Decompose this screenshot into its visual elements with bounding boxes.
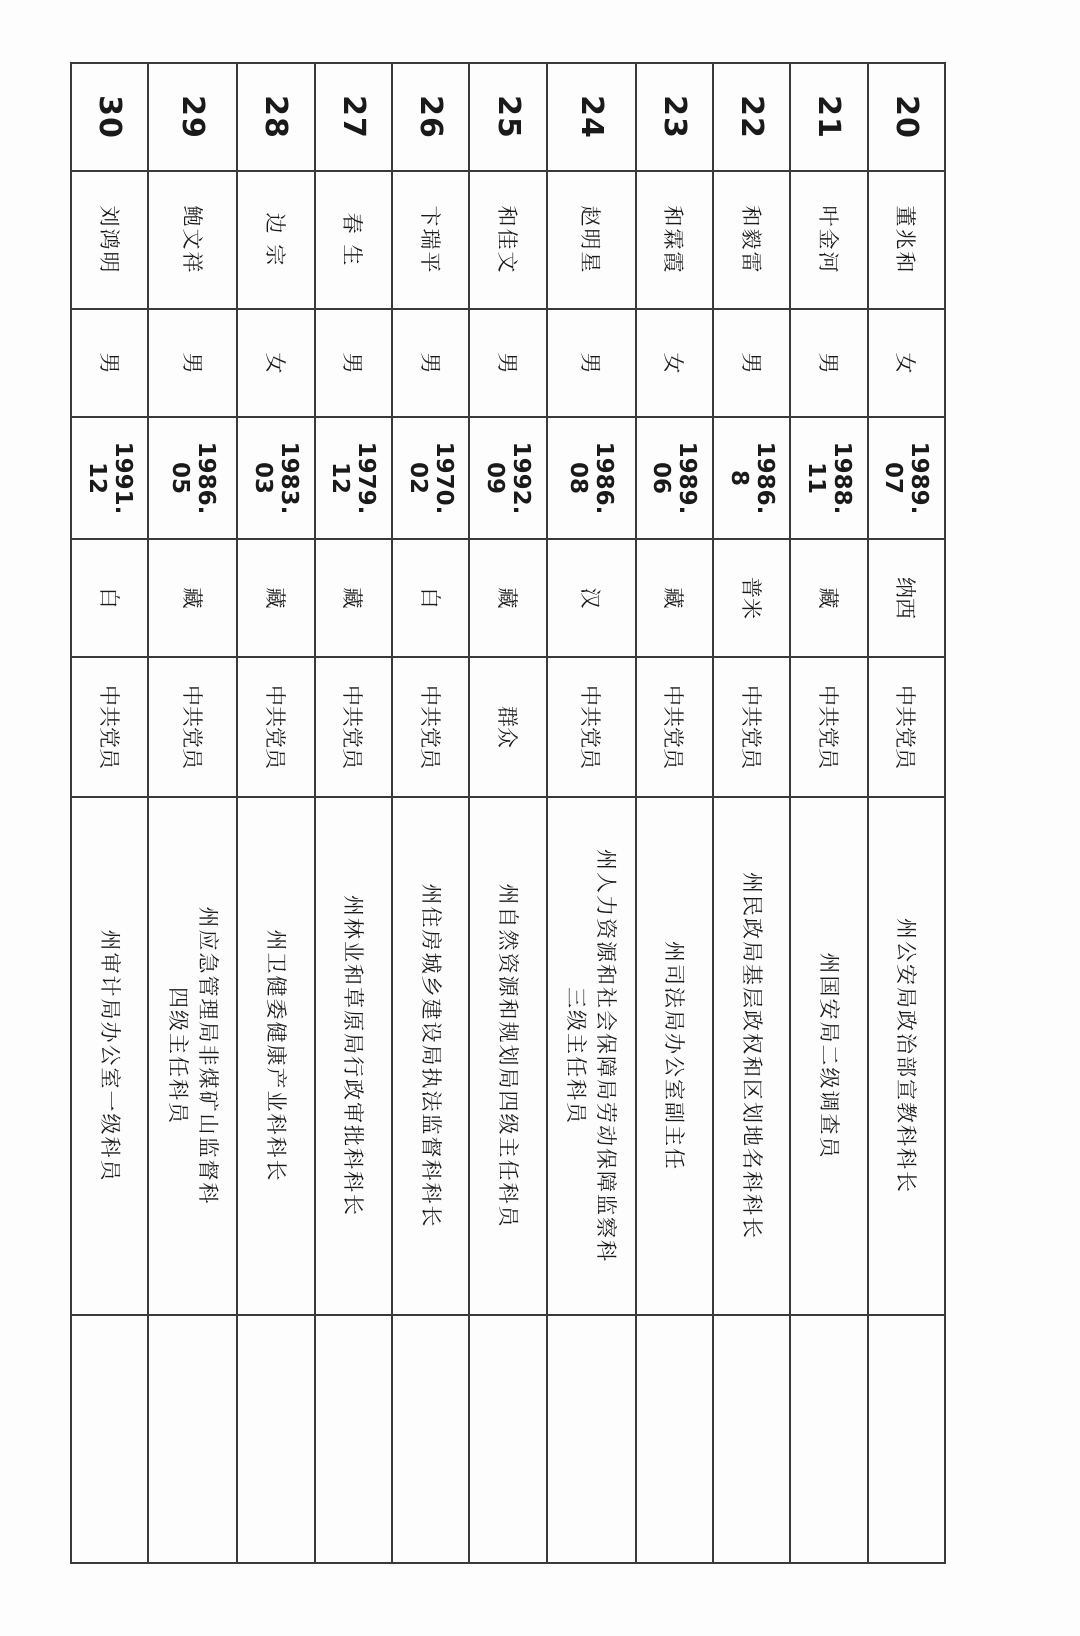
- table-row: [71, 63, 148, 1563]
- political-status-cell: 中共党员: [636, 657, 713, 797]
- ethnicity-cell: 白: [392, 539, 469, 657]
- table-row: [469, 63, 546, 1563]
- birth-date-cell: 1983. 03: [237, 417, 314, 539]
- table-row: [148, 63, 237, 1563]
- name-cell: 董兆和: [868, 171, 945, 309]
- remarks-cell: [71, 1315, 148, 1563]
- political-status-cell: 中共党员: [713, 657, 790, 797]
- row-number: 27: [315, 63, 392, 171]
- gender-cell: 男: [547, 309, 636, 417]
- ethnicity-cell: 藏: [148, 539, 237, 657]
- position-cell: 州自然资源和规划局四级主任科员: [469, 797, 546, 1315]
- gender-cell: 男: [71, 309, 148, 417]
- political-status-cell: 中共党员: [392, 657, 469, 797]
- personnel-table: [70, 62, 946, 1564]
- ethnicity-cell: 藏: [790, 539, 867, 657]
- position-cell: 州住房城乡建设局执法监督科科长: [392, 797, 469, 1315]
- ethnicity-cell: 纳西: [868, 539, 945, 657]
- birth-date-cell: 1991. 12: [71, 417, 148, 539]
- table-row: [868, 63, 945, 1563]
- gender-cell: 女: [636, 309, 713, 417]
- political-status-cell: 中共党员: [315, 657, 392, 797]
- remarks-cell: [868, 1315, 945, 1563]
- row-number: 28: [237, 63, 314, 171]
- political-status-cell: 中共党员: [71, 657, 148, 797]
- name-cell: 叶金河: [790, 171, 867, 309]
- name-cell: 刘鸿明: [71, 171, 148, 309]
- position-cell: 州应急管理局非煤矿山监督科 四级主任科员: [148, 797, 237, 1315]
- remarks-cell: [469, 1315, 546, 1563]
- table-row: [636, 63, 713, 1563]
- birth-date-cell: 1979. 12: [315, 417, 392, 539]
- position-cell: 州人力资源和社会保障局劳动保障监察科 三级主任科员: [547, 797, 636, 1315]
- row-number: 23: [636, 63, 713, 171]
- name-cell: 鲍文祥: [148, 171, 237, 309]
- birth-date-cell: 1970. 02: [392, 417, 469, 539]
- birth-date-cell: 1992. 09: [469, 417, 546, 539]
- ethnicity-cell: 藏: [237, 539, 314, 657]
- table-row: [547, 63, 636, 1563]
- position-cell: 州林业和草原局行政审批科科长: [315, 797, 392, 1315]
- political-status-cell: 中共党员: [547, 657, 636, 797]
- gender-cell: 男: [148, 309, 237, 417]
- birth-date-cell: 1989. 07: [868, 417, 945, 539]
- position-cell: 州国安局二级调查员: [790, 797, 867, 1315]
- political-status-cell: 群众: [469, 657, 546, 797]
- ethnicity-cell: 白: [71, 539, 148, 657]
- table-body: [71, 63, 945, 1563]
- gender-cell: 男: [790, 309, 867, 417]
- gender-cell: 女: [868, 309, 945, 417]
- ethnicity-cell: 汉: [547, 539, 636, 657]
- position-cell: 州民政局基层政权和区划地名科科长: [713, 797, 790, 1315]
- table-row: [237, 63, 314, 1563]
- gender-cell: 男: [469, 309, 546, 417]
- position-cell: 州审计局办公室一级科员: [71, 797, 148, 1315]
- birth-date-cell: 1986. 08: [547, 417, 636, 539]
- gender-cell: 男: [713, 309, 790, 417]
- position-cell: 州司法局办公室副主任: [636, 797, 713, 1315]
- political-status-cell: 中共党员: [237, 657, 314, 797]
- row-number: 26: [392, 63, 469, 171]
- position-cell: 州卫健委健康产业科科长: [237, 797, 314, 1315]
- political-status-cell: 中共党员: [868, 657, 945, 797]
- political-status-cell: 中共党员: [148, 657, 237, 797]
- remarks-cell: [148, 1315, 237, 1563]
- name-cell: 和佳文: [469, 171, 546, 309]
- remarks-cell: [713, 1315, 790, 1563]
- row-number: 20: [868, 63, 945, 171]
- remarks-cell: [790, 1315, 867, 1563]
- rotated-table-frame: [70, 62, 946, 1562]
- table-row: [713, 63, 790, 1563]
- table-row: [315, 63, 392, 1563]
- name-cell: 和毅雷: [713, 171, 790, 309]
- birth-date-cell: 1986. 8: [713, 417, 790, 539]
- ethnicity-cell: 藏: [469, 539, 546, 657]
- name-cell: 春 生: [315, 171, 392, 309]
- birth-date-cell: 1986. 05: [148, 417, 237, 539]
- gender-cell: 男: [315, 309, 392, 417]
- table-row: [392, 63, 469, 1563]
- name-cell: 赵明星: [547, 171, 636, 309]
- table-row: [790, 63, 867, 1563]
- position-cell: 州公安局政治部宣教科科长: [868, 797, 945, 1315]
- birth-date-cell: 1989. 06: [636, 417, 713, 539]
- remarks-cell: [237, 1315, 314, 1563]
- row-number: 21: [790, 63, 867, 171]
- remarks-cell: [547, 1315, 636, 1563]
- name-cell: 边 宗: [237, 171, 314, 309]
- row-number: 30: [71, 63, 148, 171]
- ethnicity-cell: 藏: [636, 539, 713, 657]
- birth-date-cell: 1988. 11: [790, 417, 867, 539]
- name-cell: 卞瑞平: [392, 171, 469, 309]
- remarks-cell: [392, 1315, 469, 1563]
- gender-cell: 男: [392, 309, 469, 417]
- remarks-cell: [315, 1315, 392, 1563]
- row-number: 29: [148, 63, 237, 171]
- name-cell: 和霖霞: [636, 171, 713, 309]
- ethnicity-cell: 普米: [713, 539, 790, 657]
- row-number: 24: [547, 63, 636, 171]
- political-status-cell: 中共党员: [790, 657, 867, 797]
- ethnicity-cell: 藏: [315, 539, 392, 657]
- gender-cell: 女: [237, 309, 314, 417]
- row-number: 22: [713, 63, 790, 171]
- remarks-cell: [636, 1315, 713, 1563]
- row-number: 25: [469, 63, 546, 171]
